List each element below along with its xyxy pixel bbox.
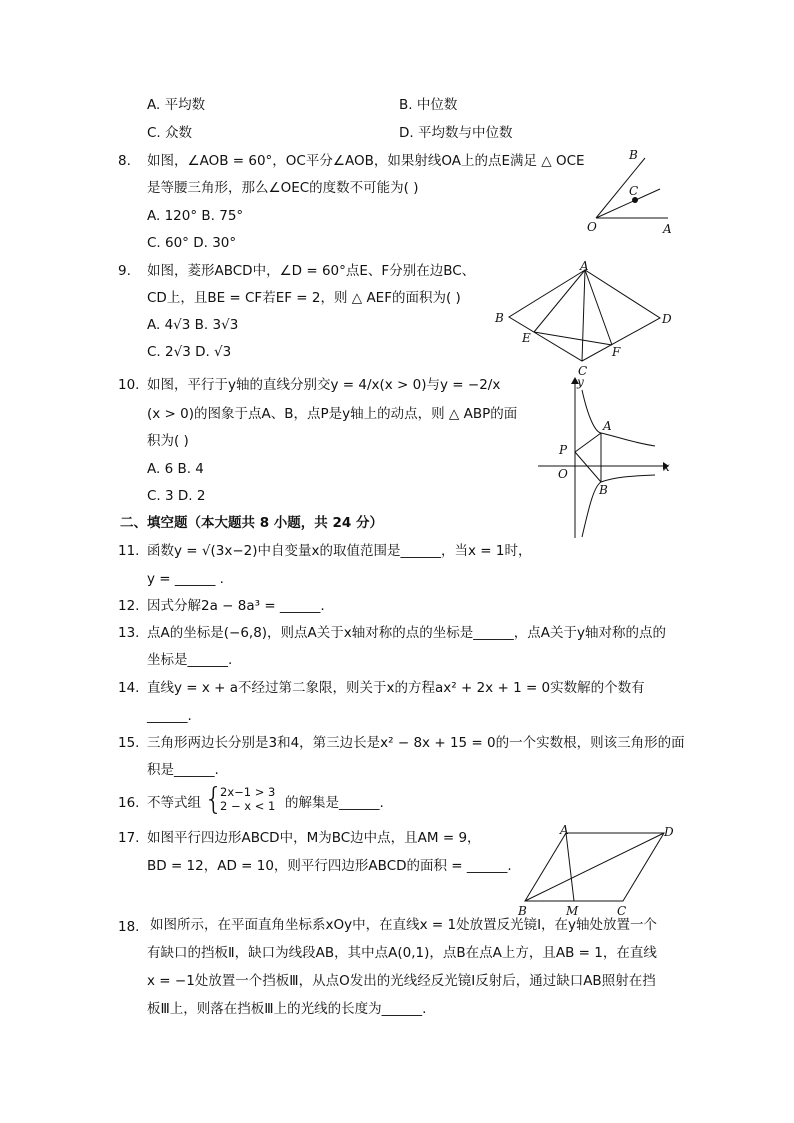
q16-suffix: 的解集是______. bbox=[285, 795, 384, 811]
label-a: A bbox=[580, 259, 589, 273]
label-a: A bbox=[663, 222, 672, 236]
q7-option-b: B. 中位数 bbox=[399, 97, 458, 113]
label-b: B bbox=[629, 148, 638, 162]
label-p: P bbox=[559, 443, 568, 457]
q18-text-line1: 如图所示，在平面直角坐标系xOy中，在直线x = 1处放置反光镜Ⅰ，在y轴处放置一个 bbox=[150, 917, 658, 933]
label-m: M bbox=[566, 904, 579, 918]
diagonal-ac bbox=[582, 270, 585, 361]
q9-rhombus-figure bbox=[490, 258, 680, 378]
q18-text-line2: 有缺口的挡板Ⅱ，缺口为线段AB，其中点A(0,1)，点B在点A上方，且AB = 1，在直线 bbox=[147, 945, 657, 961]
curve-positive bbox=[582, 390, 655, 446]
q16-prefix: 不等式组 bbox=[147, 795, 201, 811]
q10-options-cd: C. 3 D. 2 bbox=[147, 488, 206, 504]
q17-number: 17. bbox=[118, 830, 140, 846]
q9-text-line1: 如图，菱形ABCD中，∠D = 60°点E、F分别在边BC、 bbox=[147, 263, 476, 279]
segment-ae bbox=[534, 270, 585, 332]
segment-pb bbox=[575, 452, 601, 482]
q8-options-cd: C. 60° D. 30° bbox=[147, 235, 237, 251]
q8-text-line2: 是等腰三角形，那么∠OEC的度数不可能为( ) bbox=[147, 180, 419, 196]
q8-angle-figure bbox=[580, 145, 680, 240]
segment-ef bbox=[534, 332, 612, 345]
q17-text-line2: BD = 12，AD = 10，则平行四边形ABCD的面积 = ______. bbox=[147, 858, 512, 874]
label-c: C bbox=[617, 904, 627, 918]
label-f: F bbox=[612, 345, 621, 359]
q9-number: 9. bbox=[118, 263, 131, 279]
q13-number: 13. bbox=[118, 625, 140, 641]
label-a: A bbox=[560, 823, 569, 837]
section-heading-fill-in: 二、填空题（本大题共 8 小题，共 24 分） bbox=[120, 515, 383, 531]
q7-option-d: D. 平均数与中位数 bbox=[399, 125, 513, 141]
q10-number: 10. bbox=[118, 377, 140, 393]
q15-text-line1: 三角形两边长分别是3和4，第三边长是x² − 8x + 15 = 0的一个实数根，则该三角形的面 bbox=[147, 735, 685, 751]
q16-number: 16. bbox=[118, 795, 140, 811]
q11-number: 11. bbox=[118, 543, 140, 559]
q7-option-a: A. 平均数 bbox=[147, 97, 206, 113]
q16-inequality-2: 2 − x < 1 bbox=[220, 799, 276, 813]
q9-options-ab: A. 4√3 B. 3√3 bbox=[147, 317, 239, 333]
ray-oc bbox=[596, 189, 660, 218]
q10-text-line3: 积为( ) bbox=[147, 433, 189, 449]
segment-pa bbox=[575, 433, 601, 452]
q8-text-line1: 如图，∠AOB = 60°，OC平分∠AOB，如果射线OA上的点E满足 △ OCE bbox=[147, 153, 585, 169]
q10-function-figure bbox=[535, 372, 675, 542]
q13-text-line2: 坐标是______. bbox=[147, 652, 233, 668]
q14-text-line1: 直线y = x + a不经过第二象限，则关于x的方程ax² + 2x + 1 = 0实数解的个数有 bbox=[147, 680, 645, 696]
q17-text-line1: 如图平行四边形ABCD中，M为BC边中点，且AM = 9， bbox=[147, 830, 481, 846]
q18-text-line4: 板Ⅲ上，则落在挡板Ⅲ上的光线的长度为______. bbox=[147, 1001, 427, 1017]
segment-am bbox=[566, 833, 574, 901]
q12-number: 12. bbox=[118, 598, 140, 614]
q15-text-line2: 积是______. bbox=[147, 762, 219, 778]
label-a: A bbox=[603, 419, 612, 433]
label-b: B bbox=[518, 904, 527, 918]
q14-text-line2: ______. bbox=[147, 708, 192, 724]
q8-options-ab: A. 120° B. 75° bbox=[147, 208, 244, 224]
q9-text-line2: CD上，且BE = CF若EF = 2，则 △ AEF的面积为( ) bbox=[147, 290, 461, 306]
q11-text-line2: y = ______ . bbox=[147, 571, 224, 587]
q14-number: 14. bbox=[118, 680, 140, 696]
label-e: E bbox=[522, 331, 531, 345]
label-b: B bbox=[495, 311, 504, 325]
q10-text-line2: (x > 0)的图象于点A、B，点P是y轴上的动点，则 △ ABP的面 bbox=[147, 406, 518, 422]
q16-inequality-1: 2x−1 > 3 bbox=[220, 785, 276, 799]
q15-number: 15. bbox=[118, 735, 140, 751]
label-o: O bbox=[558, 467, 568, 481]
segment-af bbox=[585, 270, 612, 345]
label-o: O bbox=[587, 220, 597, 234]
label-d: D bbox=[664, 825, 674, 839]
q16-brace: { bbox=[204, 782, 224, 817]
q7-option-c: C. 众数 bbox=[147, 125, 193, 141]
q17-parallelogram-figure bbox=[510, 822, 690, 922]
label-c: C bbox=[578, 364, 588, 378]
label-d: D bbox=[662, 312, 672, 326]
q12-text-line1: 因式分解2a − 8a³ = ______. bbox=[147, 598, 325, 614]
q18-number: 18. bbox=[118, 919, 140, 935]
label-b: B bbox=[599, 483, 608, 497]
q10-text-line1: 如图，平行于y轴的直线分别交y = 4/x(x > 0)与y = −2/x bbox=[147, 377, 501, 393]
label-c: C bbox=[629, 184, 639, 198]
q18-text-line3: x = −1处放置一个挡板Ⅲ，从点O发出的光线经反光镜Ⅰ反射后，通过缺口AB照射在挡 bbox=[147, 973, 656, 989]
q9-options-cd: C. 2√3 D. √3 bbox=[147, 344, 232, 360]
q11-text-line1: 函数y = √(3x−2)中自变量x的取值范围是______，当x = 1时， bbox=[147, 543, 532, 559]
curve-negative bbox=[582, 475, 655, 537]
q13-text-line1: 点A的坐标是(−6,8)，则点A关于x轴对称的点的坐标是______，点A关于y轴对称的点的 bbox=[147, 625, 666, 641]
label-x: x bbox=[663, 460, 670, 474]
label-y: y bbox=[577, 375, 584, 389]
q8-number: 8. bbox=[118, 153, 131, 169]
q10-options-ab: A. 6 B. 4 bbox=[147, 461, 204, 477]
